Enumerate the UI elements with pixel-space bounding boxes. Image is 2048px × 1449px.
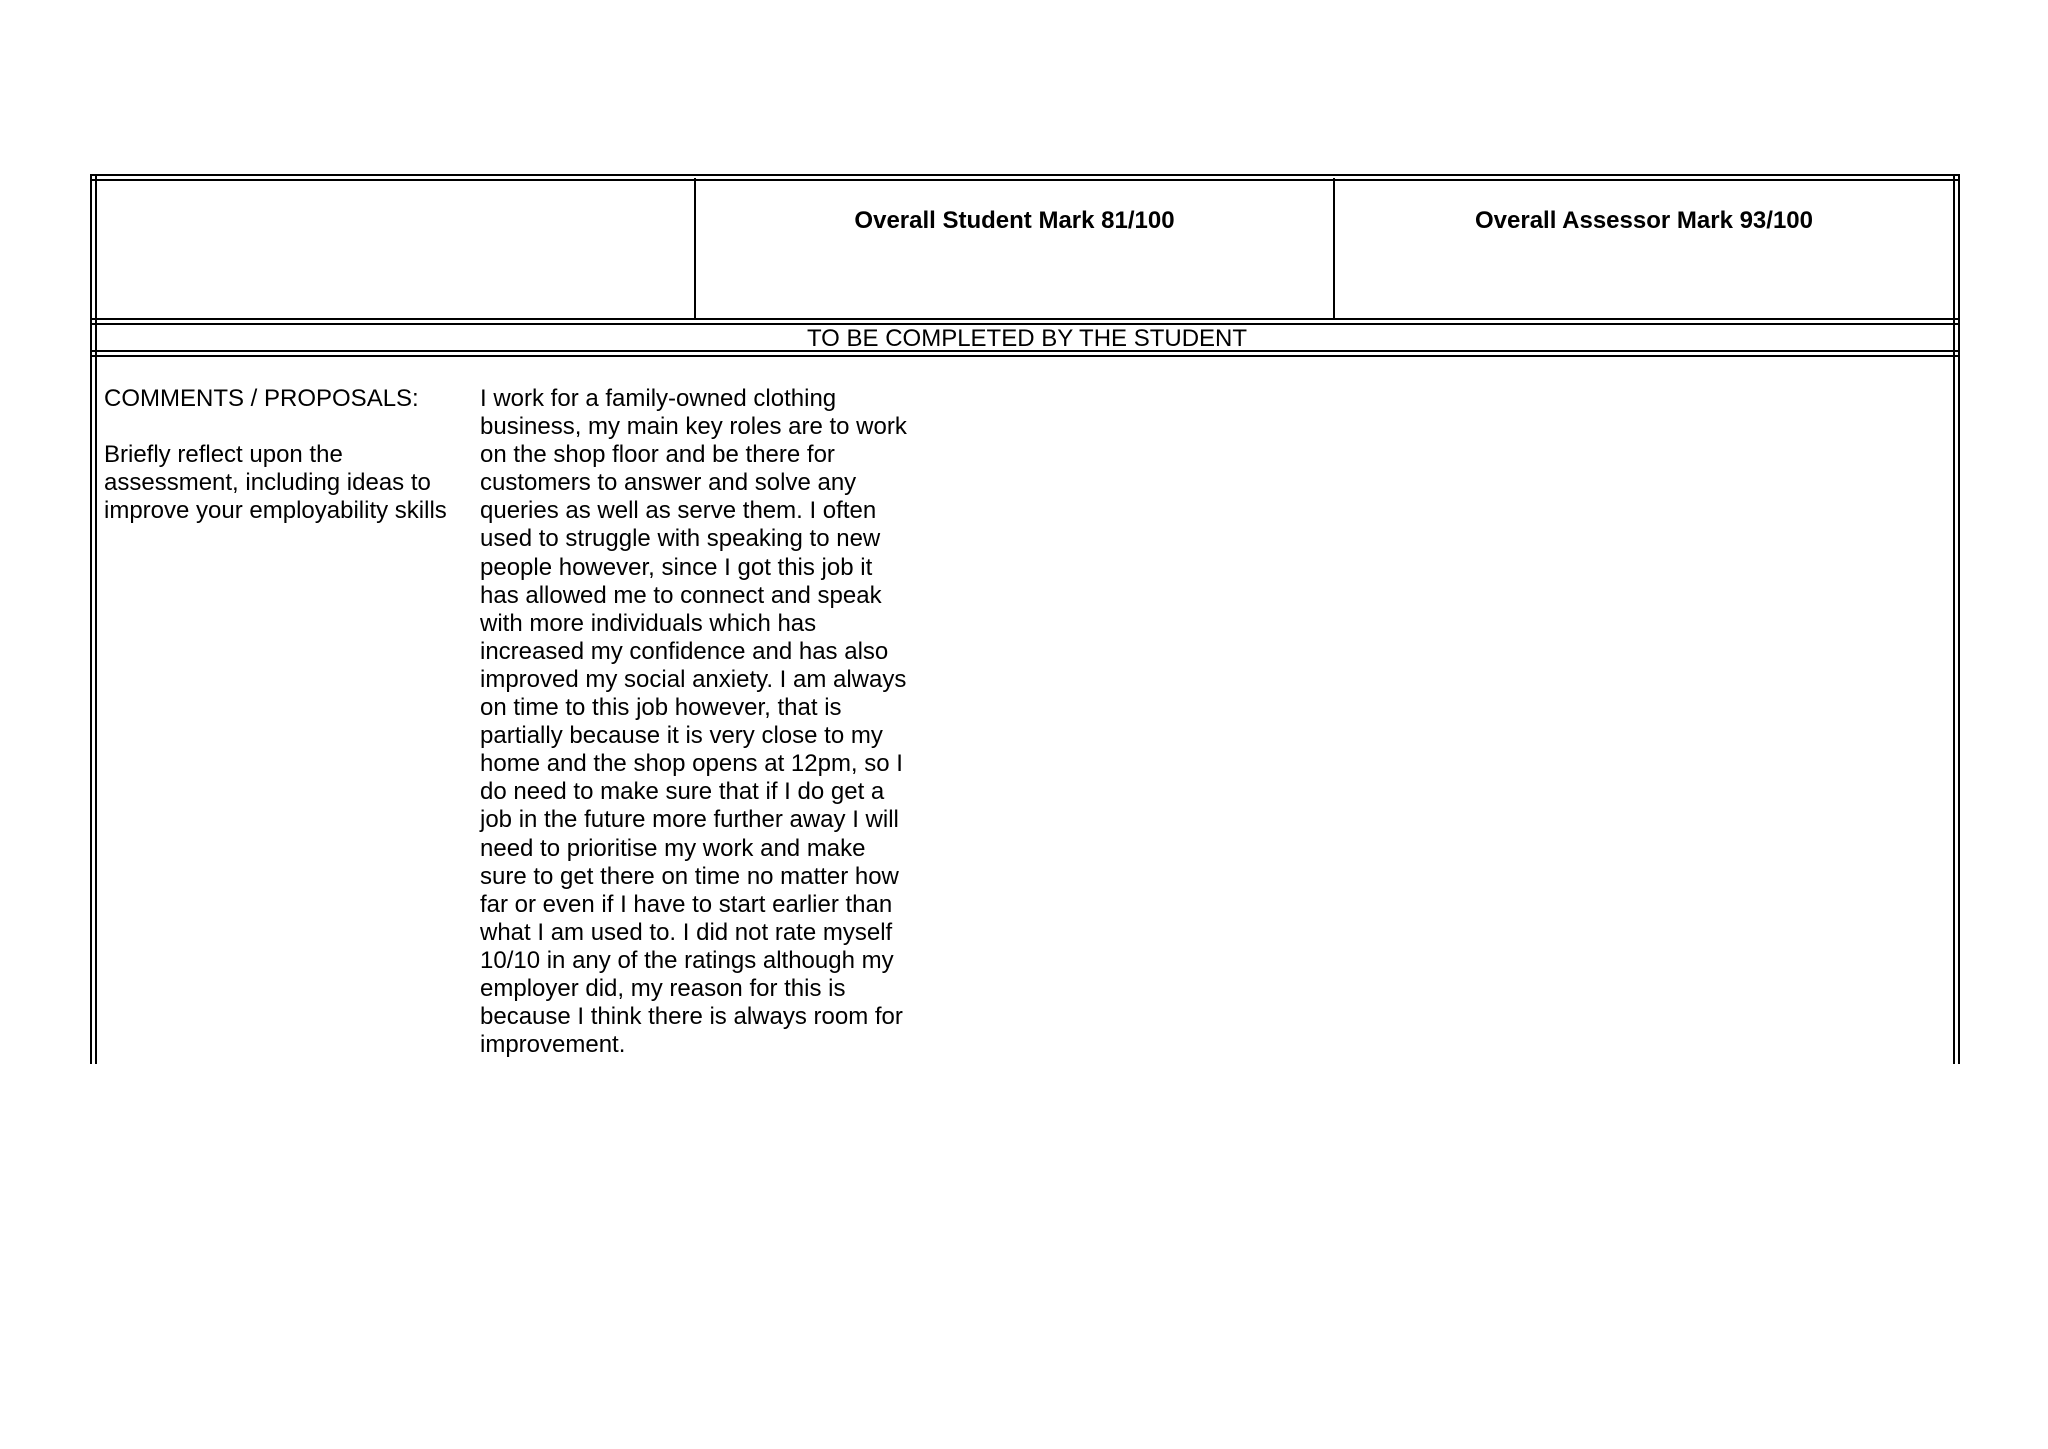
column-divider — [694, 178, 696, 318]
table-right-border — [1953, 174, 1960, 1064]
section-title: TO BE COMPLETED BY THE STUDENT — [806, 325, 1248, 352]
column-divider — [1333, 178, 1335, 318]
table-top-border — [90, 174, 1960, 181]
comments-instruction: Briefly reflect upon the assessment, including ideas to improve your employability skills — [104, 441, 447, 524]
student-mark: Overall Student Mark 81/100 — [854, 207, 1175, 234]
assessor-mark: Overall Assessor Mark 93/100 — [1474, 207, 1813, 234]
comments-label: COMMENTS / PROPOSALS: — [104, 385, 419, 412]
table-left-border — [90, 174, 97, 1064]
row-divider — [90, 318, 1960, 325]
comments-text: I work for a family-owned clothing business, my main key roles are to work on the shop floor and be there for customers to answer and solve any queries as well as serve them. I often used to struggle with speaking to new people however, since I got this job it has allowed me to connect and speak with more individuals which has increased my confidence and has also improved my social anxiety. I am always on time to this job however, that is partially because it is very close to my home and the shop opens at 12pm, so I do need to make sure that if I do get a job in the future more further away I will need to prioritise my work and make sure to get there on time no matter how far or even if I have to start earlier than what I am used to. I did not rate myself 10/10 in any of the ratings although my employer did, my reason for this is because I think there is always room for improvement. — [480, 385, 907, 1059]
comments-label-block — [104, 385, 464, 525]
